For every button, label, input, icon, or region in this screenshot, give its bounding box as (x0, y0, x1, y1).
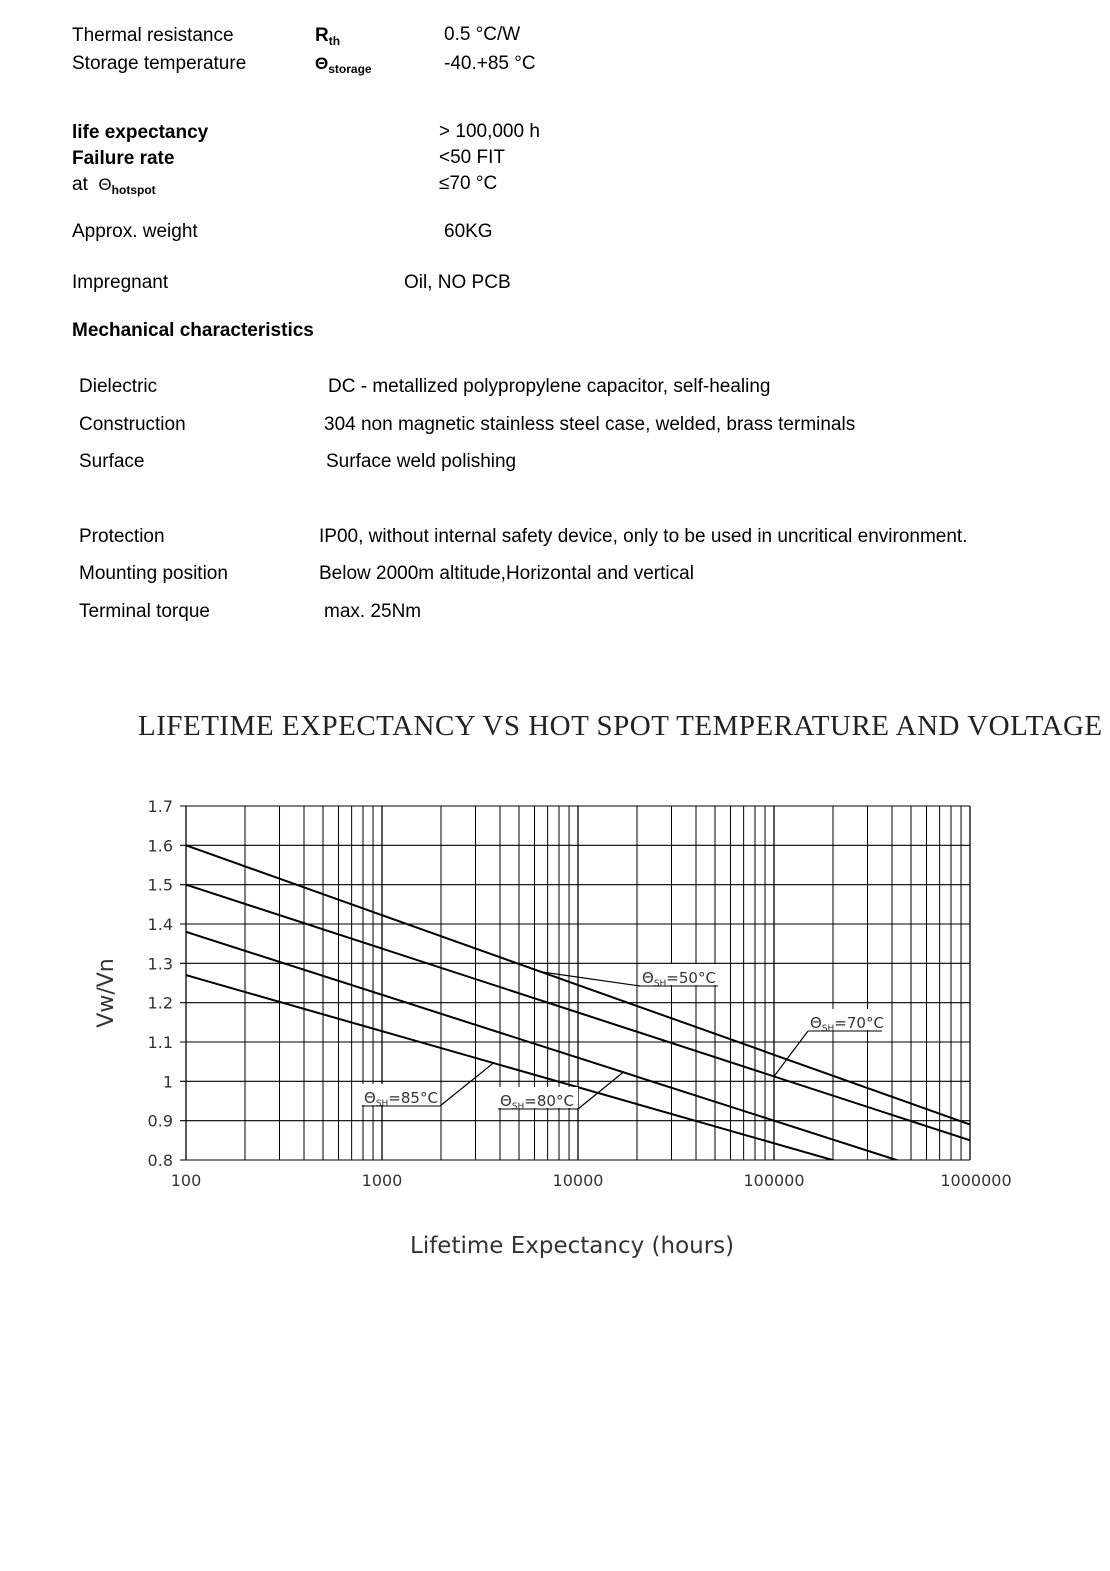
y-tick-label: 0.9 (147, 1111, 173, 1131)
hotspot-value: ≤70 °C (439, 173, 498, 194)
surface-value: Surface weld polishing (326, 451, 517, 472)
annotation-leader (774, 1031, 808, 1076)
y-tick-label: 1.6 (147, 836, 173, 856)
life-expectancy-label: life expectancy (72, 122, 209, 143)
dielectric-value: DC - metallized polypropylene capacitor, self-healing (328, 376, 771, 397)
annotation-label: $\Theta_{SH}=85^\circ C$ (364, 1089, 438, 1109)
annotation-leader (440, 1063, 493, 1106)
chart-title: LIFETIME EXPECTANCY VS HOT SPOT TEMPERATURE AND VOLTAGE (138, 710, 1103, 742)
y-tick-label: 1 (162, 1072, 173, 1092)
x-tick-label: 100000 (743, 1171, 805, 1190)
mechanical-heading: Mechanical characteristics (72, 320, 314, 341)
rth-symbol: $R_{th}$ (315, 25, 341, 48)
thermal-resistance-label: Thermal resistance (72, 25, 234, 46)
construction-value: 304 non magnetic stainless steel case, welded, brass terminals (324, 414, 856, 435)
storage-temperature-label: Storage temperature (72, 53, 247, 74)
y-tick-label: 1.3 (147, 954, 173, 974)
surface-label: Surface (79, 451, 145, 472)
storage-temperature-value: -40.+85 °C (444, 53, 536, 74)
failure-rate-value: <50 FIT (439, 147, 505, 168)
x-tick-label: 1000000 (940, 1171, 1012, 1190)
weight-label: Approx. weight (72, 221, 198, 242)
failure-rate-label: Failure rate (72, 148, 175, 169)
x-tick-label: 1000 (361, 1171, 403, 1190)
x-axis-label: Lifetime Expectancy (hours) (410, 1233, 735, 1259)
y-tick-label: 1.1 (147, 1033, 173, 1052)
y-tick-label: 1.5 (147, 875, 173, 895)
lifetime-chart (80, 780, 1040, 1220)
annotation-label: $\Theta_{SH}=70^\circ C$ (810, 1014, 884, 1034)
storage-symbol: $\Theta_{storage}$ (315, 54, 372, 76)
y-axis-label: Vw/Vn (94, 958, 119, 1028)
construction-label: Construction (79, 414, 186, 435)
mounting-position-label: Mounting position (79, 563, 228, 584)
hotspot-label: at $\Theta_{hotspot}$ (72, 174, 156, 197)
annotation-leader (541, 972, 640, 986)
x-tick-label: 10000 (552, 1171, 604, 1190)
thermal-resistance-value: 0.5 °C/W (444, 24, 521, 45)
y-tick-label: 1.7 (147, 797, 173, 816)
x-tick-label: 100 (170, 1171, 202, 1190)
protection-label: Protection (79, 526, 165, 547)
life-expectancy-value: > 100,000 h (439, 121, 540, 142)
y-tick-label: 1.2 (147, 993, 173, 1013)
y-tick-label: 1.4 (147, 915, 173, 934)
annotation-label: $\Theta_{SH}=50^\circ C$ (642, 969, 716, 989)
impregnant-value: Oil, NO PCB (404, 272, 511, 293)
y-tick-label: 0.8 (147, 1151, 173, 1170)
weight-value: 60KG (444, 221, 493, 242)
impregnant-label: Impregnant (72, 272, 169, 293)
protection-value: IP00, without internal safety device, only to be used in uncritical environment. (319, 526, 968, 547)
terminal-torque-label: Terminal torque (79, 601, 210, 622)
annotation-label: $\Theta_{SH}=80^\circ C$ (500, 1092, 574, 1112)
annotation-leader (578, 1072, 623, 1109)
terminal-torque-value: max. 25Nm (324, 601, 422, 622)
dielectric-label: Dielectric (79, 376, 158, 397)
mounting-position-value: Below 2000m altitude,Horizontal and vertical (319, 563, 694, 584)
